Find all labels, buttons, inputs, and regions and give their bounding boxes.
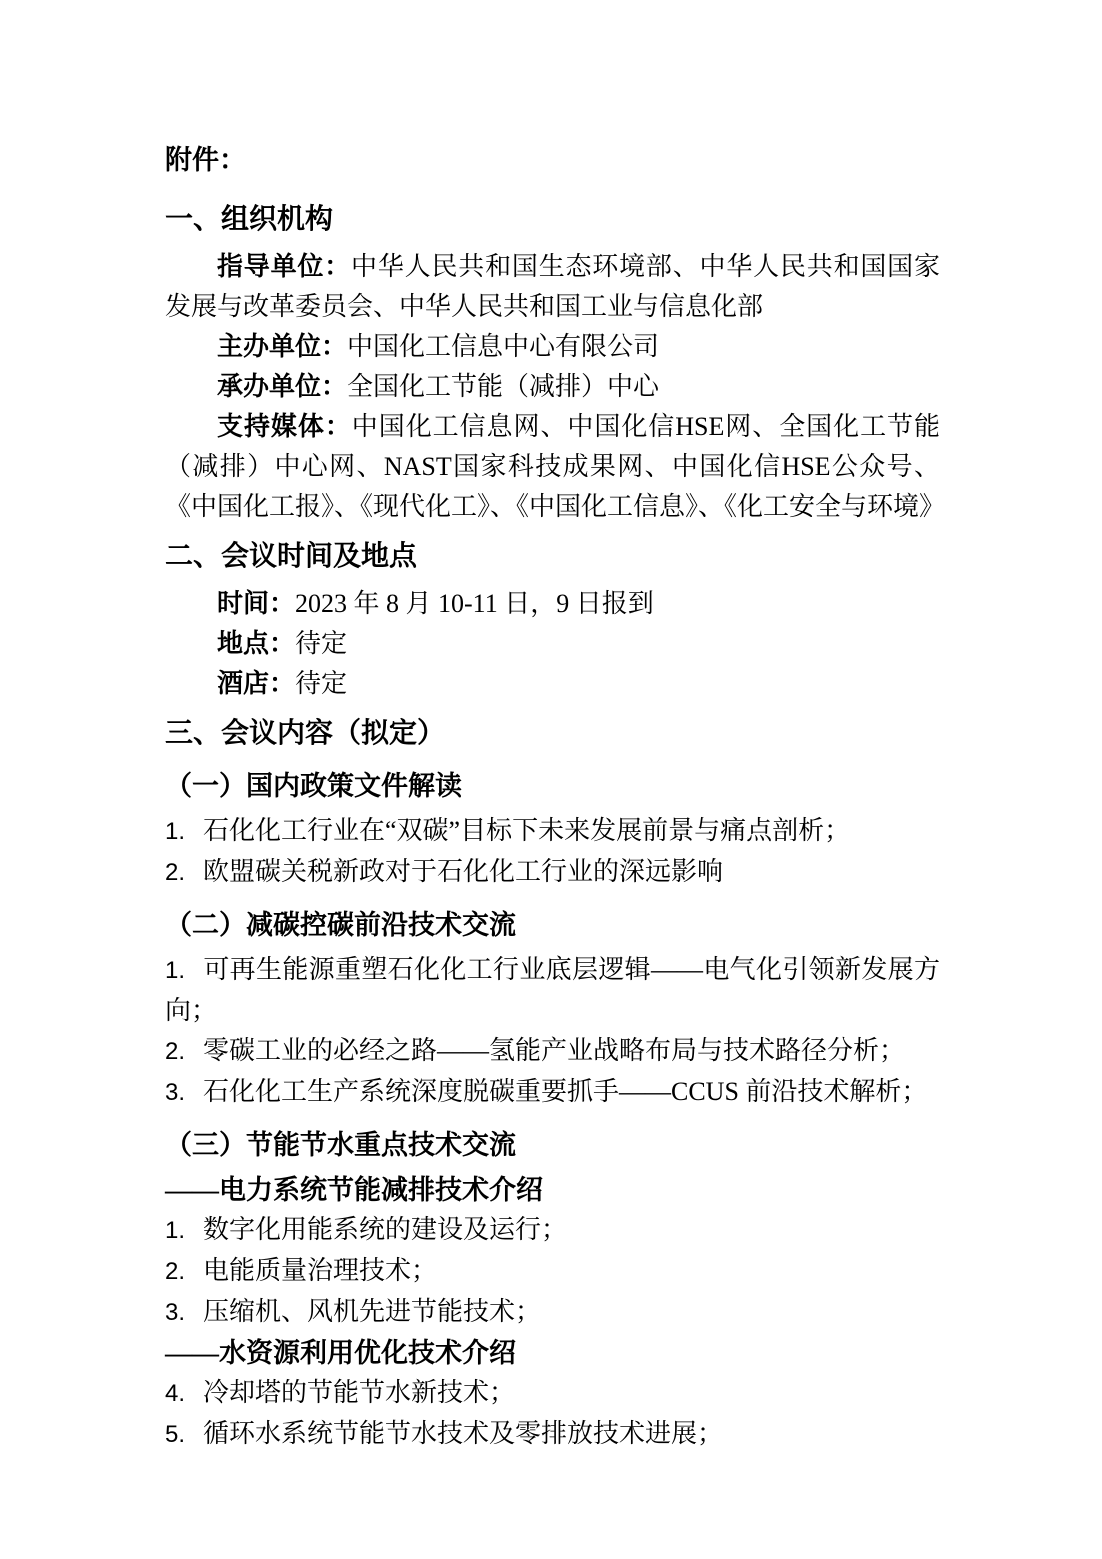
- item-text: 石化化工生产系统深度脱碳重要抓手——CCUS 前沿技术解析；: [203, 1077, 928, 1106]
- item-text: 零碳工业的必经之路——氢能产业战略布局与技术路径分析；: [203, 1036, 906, 1065]
- subsection-2-heading: （二）减碳控碳前沿技术交流: [165, 910, 516, 940]
- item-number: 1.: [165, 1217, 186, 1244]
- item-number: 3.: [165, 1079, 186, 1106]
- item-text: 石化化工行业在“双碳”目标下未来发展前景与痛点剖析；: [203, 816, 851, 845]
- location-label: 地点：: [217, 629, 296, 658]
- hotel-label: 酒店：: [217, 669, 296, 698]
- list-item: [165, 811, 940, 852]
- item-number: 5.: [165, 1421, 186, 1448]
- list-item: [165, 1251, 940, 1292]
- item-number: 2.: [165, 1258, 186, 1285]
- time-text: 2023 年 8 月 10-11 日，9 日报到: [295, 589, 654, 618]
- guiding-unit-text: 中华人民共和国生态环境部、中华人民共和国国家发展与改革委员会、中华人民共和国工业与信息化部: [165, 252, 940, 321]
- hotel-text: 待定: [295, 669, 348, 698]
- time-paragraph: [165, 584, 940, 624]
- section-3-heading: 三、会议内容（拟定）: [165, 718, 446, 749]
- subsection-1-heading: （一）国内政策文件解读: [165, 771, 462, 801]
- section-1-heading: 一、组织机构: [165, 204, 334, 235]
- attachment-label: 附件：: [165, 145, 246, 175]
- organizer-unit-label: 承办单位：: [217, 372, 348, 401]
- list-item: [165, 852, 940, 893]
- list-item: [165, 1210, 940, 1251]
- host-unit-text: 中国化工信息中心有限公司: [347, 332, 660, 361]
- guiding-unit-label: 指导单位：: [217, 252, 352, 281]
- location-text: 待定: [295, 629, 348, 658]
- list-item: [165, 1414, 940, 1455]
- list-item: [165, 1373, 940, 1414]
- host-unit-paragraph: [165, 327, 940, 367]
- organizer-unit-text: 全国化工节能（减排）中心: [347, 372, 660, 401]
- power-system-subheading: ——电力系统节能减排技术介绍: [165, 1175, 543, 1205]
- item-text: 循环水系统节能节水技术及零排放技术进展；: [203, 1419, 724, 1448]
- item-number: 4.: [165, 1380, 186, 1407]
- item-text: 数字化用能系统的建设及运行；: [203, 1215, 568, 1244]
- organizer-unit-paragraph: [165, 367, 940, 407]
- list-item: [165, 1072, 940, 1113]
- item-number: 3.: [165, 1299, 186, 1326]
- media-label: 支持媒体：: [217, 412, 352, 441]
- list-item: [165, 1292, 940, 1333]
- time-label: 时间：: [217, 589, 296, 618]
- list-item: [165, 950, 940, 1031]
- item-text: 欧盟碳关税新政对于石化化工行业的深远影响: [203, 857, 724, 886]
- hotel-paragraph: [165, 664, 940, 704]
- item-text: 冷却塔的节能节水新技术；: [203, 1378, 516, 1407]
- item-number: 1.: [165, 818, 186, 845]
- guiding-unit-paragraph: [165, 247, 940, 327]
- water-resource-subheading: ——水资源利用优化技术介绍: [165, 1338, 516, 1368]
- subsection-3-heading: （三）节能节水重点技术交流: [165, 1130, 516, 1160]
- media-text: 中国化工信息网、中国化信HSE网、全国化工节能（减排）中心网、NAST国家科技成果网、中国化信HSE公众号、《中国化工报》、《现代化工》、《中国化工信息》、《化工安全与环境》: [165, 412, 946, 521]
- location-paragraph: [165, 624, 940, 664]
- list-item: [165, 1031, 940, 1072]
- item-number: 2.: [165, 1038, 186, 1065]
- host-unit-label: 主办单位：: [217, 332, 348, 361]
- item-text: 电能质量治理技术；: [203, 1256, 438, 1285]
- section-2-heading: 二、会议时间及地点: [165, 541, 418, 572]
- item-number: 1.: [165, 957, 186, 984]
- item-text: 压缩机、风机先进节能技术；: [203, 1297, 542, 1326]
- item-text: 可再生能源重塑石化化工行业底层逻辑——电气化引领新发展方向；: [165, 955, 940, 1025]
- media-paragraph: [165, 407, 946, 527]
- item-number: 2.: [165, 859, 186, 886]
